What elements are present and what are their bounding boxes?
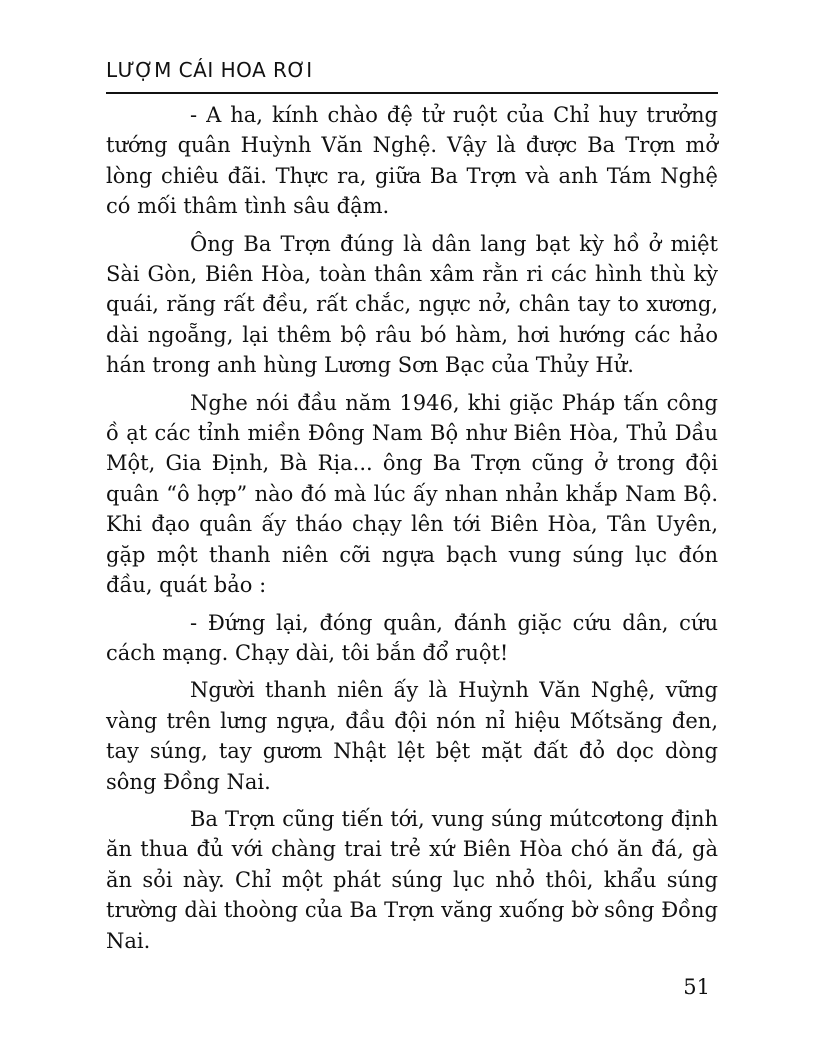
header-rule [106, 92, 718, 94]
paragraph: Người thanh niên ấy là Huỳnh Văn Nghệ, vững vàng trên lưng ngựa, đầu đội nón nỉ hiệu Mốtsăng đen, tay súng, tay gươm Nhật lệt bệt mặt đất đỏ dọc dòng sông Đồng Nai. [106, 678, 718, 794]
page-number: 51 [683, 975, 710, 999]
running-header: LƯỢM CÁI HOA RƠI [106, 58, 313, 82]
paragraph: - A ha, kính chào đệ tử ruột của Chỉ huy trưởng tướng quân Huỳnh Văn Nghệ. Vậy là được Ba Trợn mở lòng chiêu đãi. Thực ra, giữa Ba Trợn và anh Tám Nghệ có mối thâm tình sâu đậm. [106, 103, 718, 219]
paragraph: Nghe nói đầu năm 1946, khi giặc Pháp tấn công ồ ạt các tỉnh miền Đông Nam Bộ như Biên Hòa, Thủ Dầu Một, Gia Định, Bà Rịa... ông Ba Trợn cũng ở trong đội quân “ô hợp” nào đó mà lúc ấy nhan nhản khắp Nam Bộ. Khi đạo quân ấy tháo chạy lên tới Biên Hòa, Tân Uyên, gặp một thanh niên cỡi ngựa bạch vung súng lục đón đầu, quát bảo : [106, 390, 718, 598]
paragraph: Ông Ba Trợn đúng là dân lang bạt kỳ hồ ở miệt Sài Gòn, Biên Hòa, toàn thân xâm rằn ri các hình thù kỳ quái, răng rất đều, rất chắc, ngực nở, chân tay to xương, dài ngoẵng, lại thêm bộ râu bó hàm, hơi hướng các hảo hán trong anh hùng Lương Sơn Bạc của Thủy Hử. [106, 231, 718, 378]
paragraph: Ba Trợn cũng tiến tới, vung súng mútcơtong định ăn thua đủ với chàng trai trẻ xứ Biên Hòa chó ăn đá, gà ăn sỏi này. Chỉ một phát súng lục nhỏ thôi, khẩu súng trường dài thoòng của Ba Trợn văng xuống bờ sông Đồng Nai. [106, 806, 718, 953]
paragraph: - Đứng lại, đóng quân, đánh giặc cứu dân, cứu cách mạng. Chạy dài, tôi bắn đổ ruột! [106, 610, 718, 665]
body-text [106, 100, 718, 963]
